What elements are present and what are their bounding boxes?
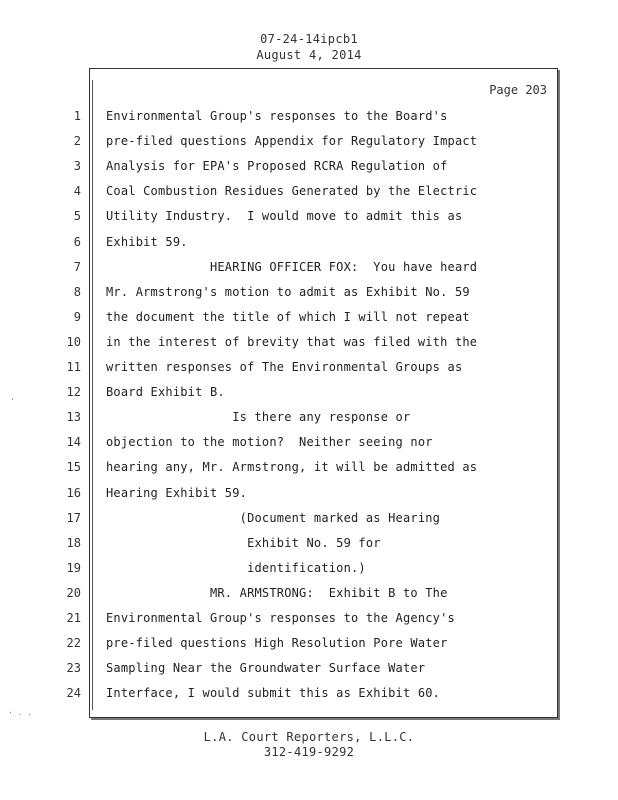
line-number: 18 (66, 535, 81, 550)
transcript-line-text: the document the title of which I will not repeat (106, 309, 470, 324)
transcript-line-text: pre-filed questions Appendix for Regulatory Impact (106, 134, 478, 149)
transcript-line-text: Environmental Group's responses to the Board's (106, 109, 448, 123)
scan-speck: · (10, 395, 15, 404)
line-number: 8 (73, 284, 81, 299)
transcript-line-text: Exhibit No. 59 for (106, 535, 381, 550)
line-number: 6 (73, 234, 81, 249)
page-number: Page 203 (489, 83, 547, 97)
line-number: 7 (73, 259, 81, 274)
line-number: 24 (66, 686, 81, 701)
court-reporter-name: L.A. Court Reporters, L.L.C. (203, 730, 415, 744)
line-number: 20 (66, 585, 81, 600)
transcript-line-text: Board Exhibit B. (106, 385, 225, 400)
line-number: 17 (66, 510, 81, 525)
transcript-line-text: Exhibit 59. (106, 234, 188, 249)
transcript-line-text: Hearing Exhibit 59. (106, 485, 248, 500)
transcript-line-text: identification.) (106, 560, 366, 575)
case-number: 07-24-14ipcb1 (260, 32, 358, 46)
transcript-date: August 4, 2014 (256, 48, 362, 62)
line-number: 1 (73, 109, 81, 123)
transcript-line-text: Mr. Armstrong's motion to admit as Exhibit No. 59 (106, 284, 470, 299)
line-number: 11 (66, 360, 81, 374)
transcript-line-text: MR. ARMSTRONG: Exhibit B to The (106, 585, 448, 600)
line-number: 10 (66, 334, 81, 349)
transcript-line-text: Is there any response or (106, 410, 411, 425)
transcript-line-text: HEARING OFFICER FOX: You have heard (106, 259, 478, 274)
line-number: 2 (73, 134, 81, 149)
transcript-line-text: in the interest of brevity that was filed with the (106, 334, 478, 349)
line-number: 21 (66, 611, 81, 625)
transcript-line-text: Interface, I would submit this as Exhibit 60. (106, 686, 441, 701)
transcript-line-text: written responses of The Environmental Groups as (106, 360, 463, 374)
line-number: 15 (66, 460, 81, 475)
line-number: 12 (66, 385, 81, 400)
line-number: 9 (73, 309, 81, 324)
transcript-line-text: Coal Combustion Residues Generated by the Electric (106, 184, 478, 199)
line-number: 16 (66, 485, 81, 500)
line-number: 5 (73, 209, 81, 224)
line-number: 22 (66, 636, 81, 651)
transcript-line-text: pre-filed questions High Resolution Pore Water (106, 636, 448, 651)
transcript-line-text: hearing any, Mr. Armstrong, it will be admitted as (106, 460, 478, 475)
transcript-line-text: Utility Industry. I would move to admit this as (106, 209, 463, 224)
scan-speck: · . . (8, 708, 33, 717)
transcript-line-text: Analysis for EPA's Proposed RCRA Regulation of (106, 159, 448, 174)
court-reporter-phone: 312-419-9292 (263, 745, 355, 759)
line-number: 3 (73, 159, 81, 174)
line-number: 4 (73, 184, 81, 199)
line-number: 13 (66, 410, 81, 425)
line-number: 14 (66, 435, 81, 450)
line-number: 19 (66, 560, 81, 575)
left-margin-rule (92, 80, 93, 710)
transcript-line-text: Sampling Near the Groundwater Surface Water (106, 661, 426, 676)
transcript-line-text: Environmental Group's responses to the Agency's (106, 611, 455, 625)
transcript-line-text: objection to the motion? Neither seeing nor (106, 435, 433, 450)
line-number: 23 (66, 661, 81, 676)
transcript-line-text: (Document marked as Hearing (106, 510, 441, 525)
